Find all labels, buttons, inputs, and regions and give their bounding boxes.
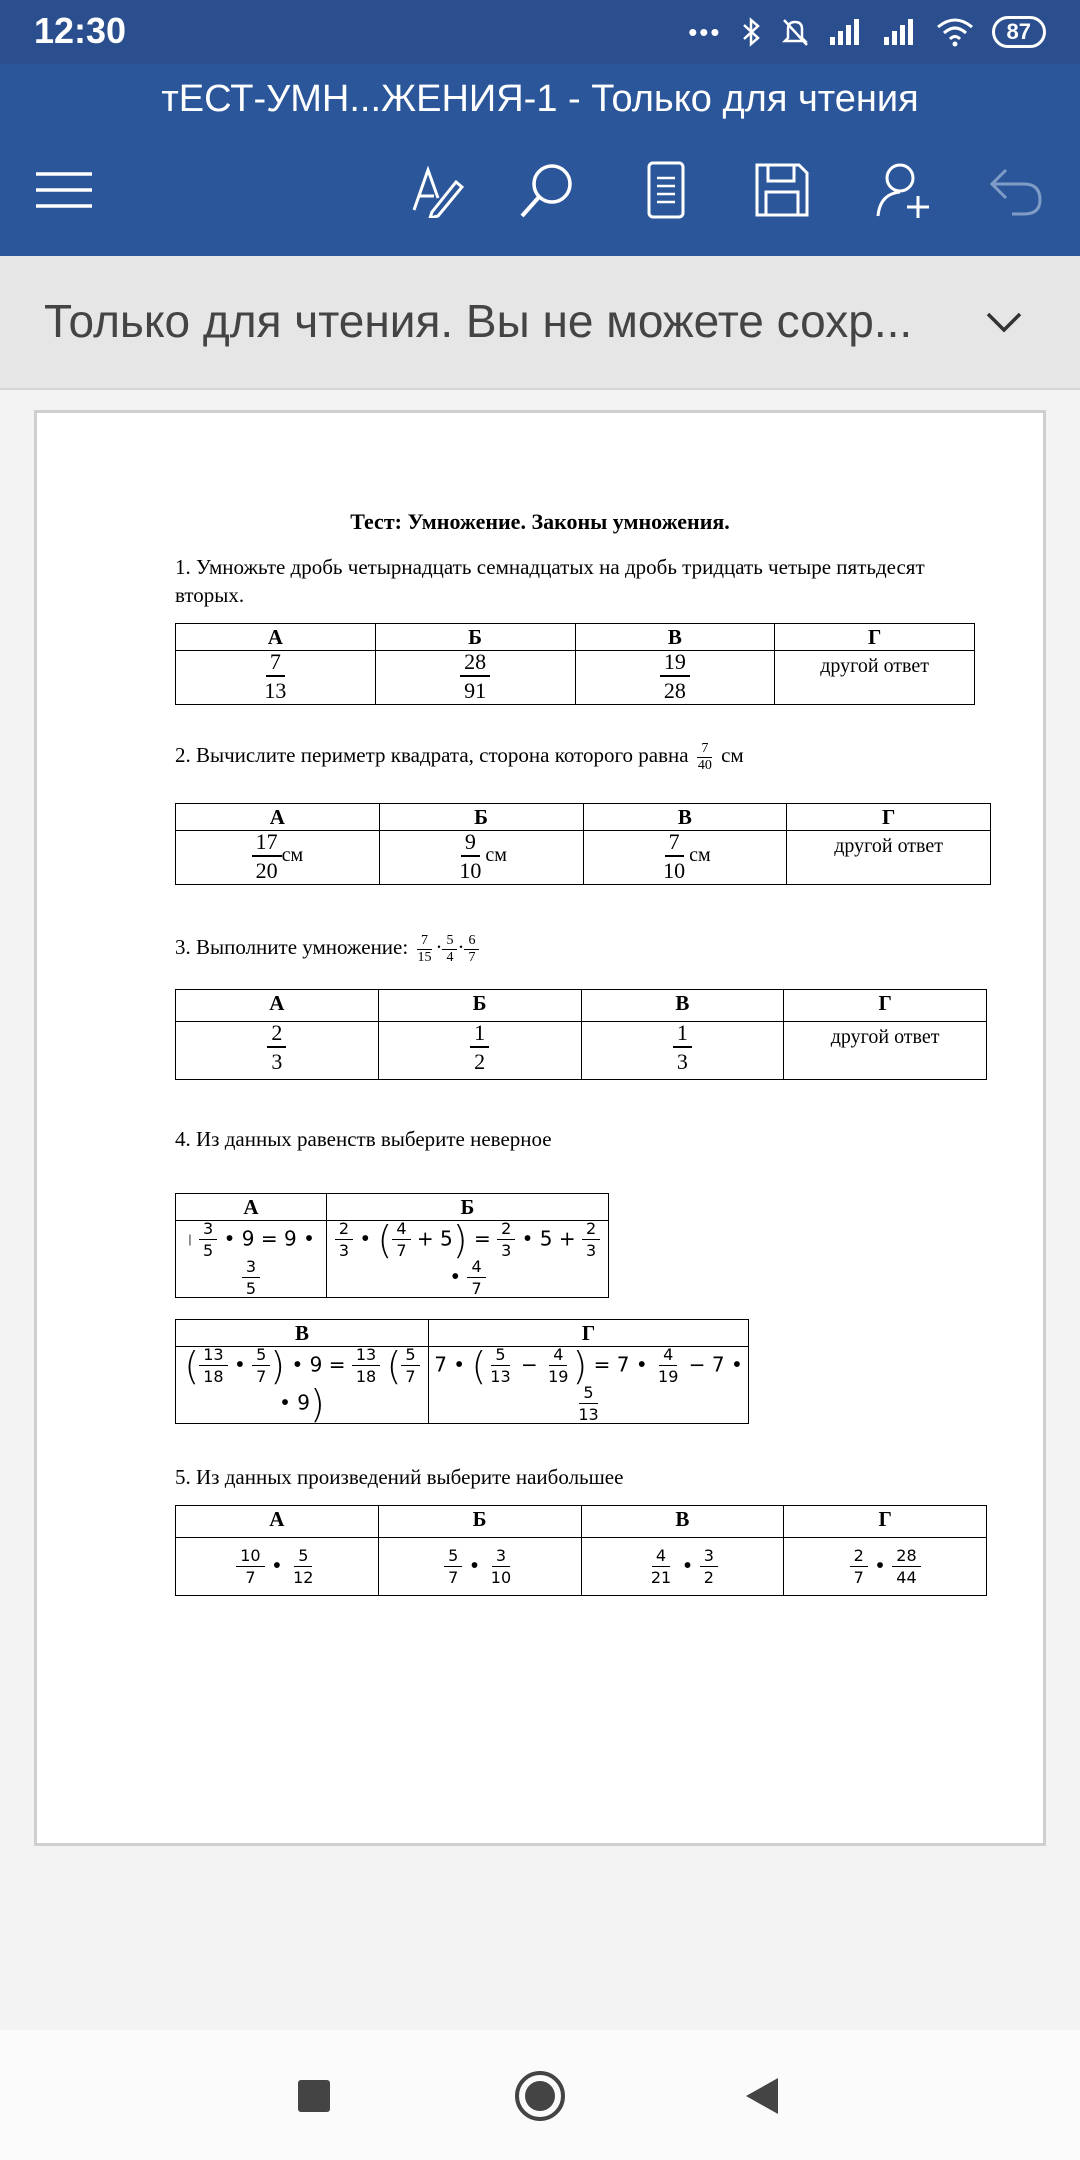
mute-icon (780, 16, 810, 48)
q3-f1-num: 7 (417, 934, 432, 950)
q4-g-f1-den: 13 (490, 1367, 511, 1386)
q1-b-num: 28 (460, 651, 490, 677)
q4-c-f4-num: 5 (401, 1347, 419, 1366)
q4-a-nine-1: 9 (241, 1226, 255, 1251)
q4-g-seven-1: 7 (434, 1352, 447, 1377)
q4-table-vg (175, 1319, 749, 1424)
q2-c-num: 7 (665, 831, 684, 857)
q4-header-b: Б (327, 1194, 609, 1221)
q4-c-paren-l: ( (184, 1344, 200, 1388)
question-5: 5. Из данных произведений выберите наибольшее (175, 1465, 624, 1489)
q4-a-f1-num: 3 (199, 1221, 217, 1240)
q4-header-a: А (176, 1194, 327, 1221)
q4-b-plus-1: + (416, 1226, 434, 1251)
q4-b-f3-den: 3 (501, 1241, 512, 1260)
q2-side-den: 40 (697, 757, 712, 773)
q3-b-num: 1 (470, 1022, 489, 1048)
q5-a-f2-den: 12 (293, 1567, 314, 1587)
q1-header-b: Б (375, 624, 575, 651)
q4-option-a (176, 1221, 327, 1298)
reading-view-icon[interactable] (630, 154, 702, 226)
q4-c-eq: = (328, 1352, 346, 1377)
q3-f2-num: 5 (442, 934, 457, 950)
q4-a-eq: = (260, 1226, 278, 1251)
q5-header-a: А (176, 1506, 379, 1538)
q3-c-den: 3 (676, 1049, 688, 1074)
q1-option-g: другой ответ (775, 651, 975, 705)
q1-b-den: 91 (464, 678, 487, 703)
q4-c-f2-den: 7 (256, 1367, 267, 1386)
q5-a-f2-num: 5 (294, 1548, 312, 1567)
q4-c-paren-r: ) (270, 1344, 286, 1388)
q4-c-f1-den: 18 (203, 1367, 224, 1386)
q1-a-den: 13 (264, 678, 287, 703)
q4-header-g: Г (429, 1320, 749, 1347)
q3-option-b (378, 1022, 581, 1080)
q2-header-a: А (176, 804, 380, 831)
q5-g-dot: • (874, 1553, 886, 1577)
q4-b-f3-num: 2 (497, 1221, 515, 1240)
q2-option-a (176, 831, 380, 885)
q2-side-num: 7 (697, 742, 712, 758)
q4-b-plus-2: + (558, 1226, 576, 1251)
q5-header-b: Б (378, 1506, 581, 1538)
q3-a-num: 2 (267, 1022, 286, 1048)
q3-f3-num: 6 (464, 934, 479, 950)
q4-g-paren-l: ( (471, 1344, 487, 1388)
q4-b-f2-den: 7 (396, 1241, 407, 1260)
q1-c-num: 19 (660, 651, 690, 677)
q4-g-f2-num: 4 (549, 1347, 567, 1366)
q4-b-f1-den: 3 (338, 1241, 349, 1260)
q4-b-dot-3: • (449, 1264, 462, 1289)
q5-c-f2-num: 3 (700, 1548, 718, 1567)
q3-c-num: 1 (673, 1022, 692, 1048)
q4-b-paren-l: ( (377, 1218, 393, 1262)
q4-b-f4-den: 3 (585, 1241, 597, 1260)
q2-option-g: другой ответ (787, 831, 991, 885)
q5-option-g (784, 1538, 987, 1596)
q3-b-den: 2 (474, 1049, 486, 1074)
q4-g-minus-2: − (688, 1352, 706, 1377)
q4-g-seven-3: 7 (711, 1352, 725, 1377)
q5-a-f1-den: 7 (245, 1567, 256, 1587)
q3-dot-1: · (435, 935, 443, 959)
q4-c-dot-1: • (233, 1352, 246, 1377)
q4-option-g (429, 1344, 749, 1424)
q1-header-c: В (575, 624, 775, 651)
menu-icon[interactable] (28, 154, 100, 226)
q4-g-paren-r: ) (572, 1344, 588, 1388)
q2-c-unit: см (689, 844, 711, 867)
question-3 (175, 933, 479, 965)
q5-c-f2-den: 2 (703, 1567, 714, 1587)
q2-b-unit: см (485, 844, 507, 867)
q4-a-f1-den: 5 (203, 1241, 214, 1260)
read-only-banner[interactable] (0, 256, 1080, 390)
q5-option-b (378, 1538, 581, 1596)
q3-header-g: Г (784, 990, 987, 1022)
q2-option-b (379, 831, 583, 885)
q4-b-f5-den: 7 (471, 1279, 482, 1298)
q4-c-dot-2: • (291, 1352, 304, 1377)
q4-c-f3-num: 13 (352, 1347, 380, 1366)
q5-b-f1-den: 7 (448, 1567, 459, 1587)
q2-c-den: 10 (663, 858, 686, 883)
q3-answer-table (175, 989, 987, 1080)
q4-g-dot-2: • (635, 1352, 648, 1377)
q4-g-dot-1: • (453, 1352, 466, 1377)
q4-b-five-2: 5 (539, 1226, 553, 1251)
q5-header-c: В (581, 1506, 784, 1538)
q4-c-f1-num: 13 (199, 1347, 227, 1366)
q4-b-dot-1: • (359, 1226, 372, 1251)
edit-pen-icon[interactable] (400, 154, 472, 226)
q5-c-dot: • (681, 1553, 694, 1577)
q2-header-b: Б (379, 804, 583, 831)
q4-a-dot-1: • (223, 1226, 236, 1251)
q3-header-c: В (581, 990, 784, 1022)
q3-header-a: А (176, 990, 379, 1022)
q4-b-paren-r: ) (452, 1218, 468, 1262)
q1-answer-table (175, 623, 975, 705)
signal-2-icon (882, 17, 918, 47)
q4-g-f4-num: 5 (579, 1385, 597, 1404)
q4-option-c (176, 1344, 429, 1426)
q4-a-f2-den: 5 (245, 1279, 257, 1298)
app-bar (0, 64, 1080, 256)
q5-a-dot: • (270, 1553, 283, 1577)
q4-c-nine-2: 9 (297, 1390, 311, 1415)
q4-b-eq: = (473, 1226, 491, 1251)
q5-b-f2-den: 10 (490, 1567, 512, 1587)
q4-g-minus-1: − (521, 1352, 538, 1377)
q3-text: 3. Выполните умножение: (175, 935, 409, 959)
q3-option-c (581, 1022, 784, 1080)
q4-c-paren-l2: ( (386, 1344, 402, 1388)
q5-g-f2-den: 44 (896, 1567, 917, 1587)
q1-option-b (375, 651, 575, 705)
q1-a-num: 7 (266, 651, 285, 677)
q4-c-f2-num: 5 (252, 1347, 270, 1366)
q4-b-f2-num: 4 (392, 1221, 410, 1240)
q3-option-a (176, 1022, 379, 1080)
q2-answer-table (175, 803, 991, 885)
share-user-icon[interactable] (868, 154, 940, 226)
q2-option-c (583, 831, 787, 885)
status-icons (688, 14, 1046, 50)
q5-option-c (581, 1538, 784, 1596)
q3-f1-den: 15 (417, 949, 432, 965)
q3-dot-2: · (457, 935, 465, 959)
status-bar (0, 0, 1080, 64)
recents-square-icon[interactable] (296, 2078, 332, 2114)
q5-header-g: Г (784, 1506, 987, 1538)
q4-b-f1-num: 2 (335, 1221, 353, 1240)
q4-c-dot-3: • (279, 1390, 291, 1415)
q1-option-c (575, 651, 775, 705)
q2-unit: см (721, 743, 744, 767)
more-dots-icon: ••• (688, 16, 722, 47)
wifi-icon (936, 17, 974, 47)
bluetooth-icon (740, 16, 762, 48)
q5-answer-table (175, 1505, 987, 1596)
q2-a-unit: см (281, 844, 304, 867)
signal-1-icon (828, 17, 864, 47)
q4-g-dot-3: • (730, 1352, 743, 1377)
q4-b-f4-num: 2 (582, 1221, 600, 1240)
q4-option-b (327, 1218, 609, 1298)
status-time: 12:30 (34, 10, 127, 51)
q4-a-tick: ı (187, 1226, 193, 1251)
q5-b-dot: • (468, 1553, 481, 1577)
q2-a-den: 20 (255, 858, 278, 883)
chevron-down-icon[interactable] (980, 298, 1028, 346)
q3-f3-den: 7 (468, 949, 476, 965)
q2-header-c: В (583, 804, 787, 831)
question-2 (175, 741, 744, 773)
q1-header-a: А (176, 624, 376, 651)
q4-g-f3-den: 19 (658, 1367, 679, 1386)
q2-a-num: 17 (252, 831, 282, 857)
q1-header-g: Г (775, 624, 975, 651)
q4-b-dot-2: • (521, 1226, 534, 1251)
q4-g-seven-2: 7 (616, 1352, 630, 1377)
document-body (37, 413, 1043, 1843)
q3-option-g: другой ответ (784, 1022, 987, 1080)
q5-c-f1-den: 21 (650, 1567, 672, 1587)
nav-bar (0, 2030, 1080, 2160)
q4-a-nine-2: 9 (283, 1226, 297, 1251)
q4-table-ab (175, 1193, 609, 1298)
q5-g-f1-den: 7 (853, 1567, 864, 1587)
q5-g-f1-num: 2 (850, 1548, 868, 1567)
document-page (34, 410, 1046, 1846)
q4-b-five-1: 5 (440, 1226, 453, 1251)
question-4: 4. Из данных равенств выберите неверное (175, 1127, 552, 1151)
q4-c-f4-den: 7 (405, 1367, 416, 1386)
question-1: 1. Умножьте дробь четырнадцать семнадцатых на дробь тридцать четыре пятьдесят вторых. (175, 555, 925, 607)
undo-icon[interactable] (980, 154, 1052, 226)
q4-g-eq: = (593, 1352, 611, 1377)
search-icon[interactable] (512, 154, 584, 226)
q4-a-dot-2: • (303, 1226, 315, 1251)
q5-b-f2-num: 3 (492, 1548, 510, 1567)
test-heading: Тест: Умножение. Законы умножения. (350, 509, 730, 534)
home-circle-icon[interactable] (514, 2070, 566, 2122)
q1-c-den: 28 (663, 678, 686, 703)
q4-a-f2-num: 3 (242, 1259, 260, 1278)
banner-text: Только для чтения. Вы не можете сохр... (44, 295, 913, 347)
save-icon[interactable] (746, 154, 818, 226)
q5-a-f1-num: 10 (236, 1548, 264, 1567)
q4-c-nine-1: 9 (309, 1352, 323, 1377)
q5-c-f1-num: 4 (652, 1548, 670, 1567)
q4-c-paren-r2: ) (310, 1382, 325, 1426)
q4-c-f3-den: 18 (355, 1367, 377, 1386)
q3-header-b: Б (378, 990, 581, 1022)
q1-option-a (176, 651, 376, 705)
q2-b-den: 10 (459, 858, 482, 883)
q4-g-f1-num: 5 (491, 1347, 509, 1366)
q4-g-f4-den: 13 (578, 1405, 599, 1424)
q5-option-a (176, 1538, 379, 1596)
q4-header-c: В (176, 1320, 429, 1347)
q4-g-f3-num: 4 (659, 1347, 677, 1366)
document-title: тЕСТ-УМН...ЖЕНИЯ-1 - Только для чтения (161, 78, 919, 120)
q3-a-den: 3 (271, 1049, 283, 1074)
q3-f2-den: 4 (446, 949, 454, 965)
q5-b-f1-num: 5 (444, 1548, 462, 1567)
back-triangle-icon[interactable] (744, 2076, 780, 2116)
q2-b-num: 9 (461, 831, 480, 857)
q5-g-f2-num: 28 (892, 1548, 920, 1567)
q4-g-f2-den: 19 (548, 1367, 569, 1386)
battery-indicator: 87 (992, 16, 1046, 48)
q4-b-f5-num: 4 (467, 1259, 485, 1278)
q2-header-g: Г (787, 804, 991, 831)
q2-text: 2. Вычислите периметр квадрата, сторона которого равна (175, 743, 689, 767)
